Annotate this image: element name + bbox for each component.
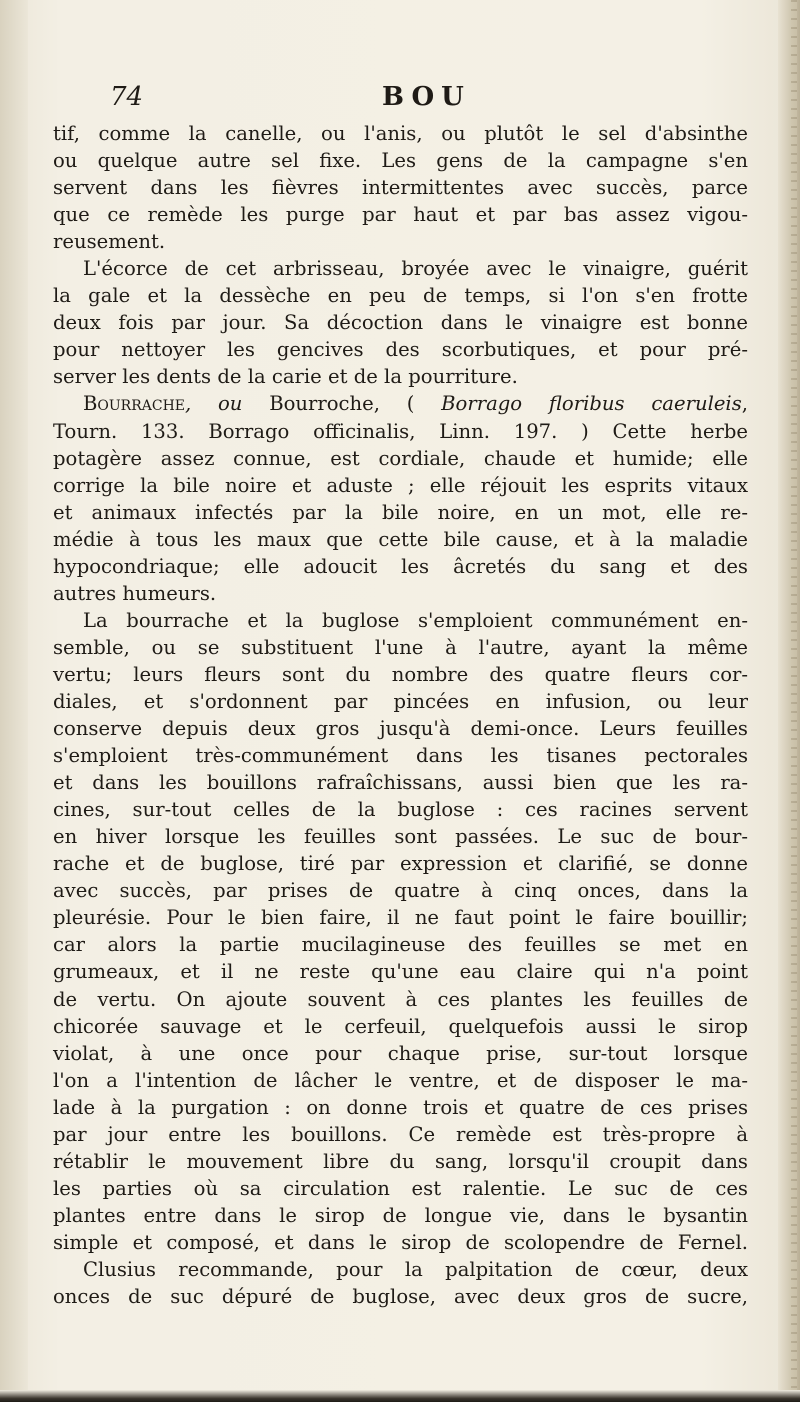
text-line: médie à tous les maux que cette bile cause, et à la maladie bbox=[53, 527, 748, 551]
text-line: par jour entre les bouillons. Ce remède est très-propre à bbox=[53, 1122, 748, 1146]
text-line: que ce remède les purge par haut et par bas assez vigou- bbox=[53, 203, 748, 227]
running-head: BOU bbox=[382, 82, 471, 112]
paragraph-start: L'écorce de cet arbrisseau, broyée avec le vinaigre, guérit bbox=[83, 257, 748, 281]
text-line: plantes entre dans le sirop de longue vie, dans le bysantin bbox=[53, 1203, 748, 1227]
page-bottom-edge bbox=[0, 1390, 800, 1402]
text-line: pleurésie. Pour le bien faire, il ne faut point le faire bouillir; bbox=[53, 906, 748, 930]
text-line: potagère assez connue, est cordiale, chaude et humide; elle bbox=[53, 446, 748, 470]
text-line: lade à la purgation : on donne trois et quatre de ces prises bbox=[53, 1095, 748, 1119]
text-line: violat, à une once pour chaque prise, sur-tout lorsque bbox=[53, 1041, 748, 1065]
page-edge bbox=[778, 0, 800, 1402]
text-line: et animaux infectés par la bile noire, en un mot, elle re- bbox=[53, 500, 748, 524]
paragraph-start: Clusius recommande, pour la palpitation de cœur, deux bbox=[83, 1257, 748, 1281]
text-line: server les dents de la carie et de la pourriture. bbox=[53, 365, 518, 389]
text-line: hypocondriaque; elle adoucit les âcretés du sang et des bbox=[53, 554, 748, 578]
text-line: reusement. bbox=[53, 230, 166, 254]
text-line: pour nettoyer les gencives des scorbutiques, et pour pré- bbox=[53, 338, 748, 362]
text-line: diales, et s'ordonnent par pincées en infusion, ou leur bbox=[53, 689, 748, 713]
text-line: de vertu. On ajoute souvent à ces plantes les feuilles de bbox=[53, 987, 748, 1011]
text-line: autres humeurs. bbox=[53, 581, 217, 605]
text-line: s'emploient très-communément dans les tisanes pectorales bbox=[53, 744, 748, 768]
text-line: chicorée sauvage et le cerfeuil, quelquefois aussi le sirop bbox=[53, 1014, 748, 1038]
text-line: grumeaux, et il ne reste qu'une eau claire qui n'a point bbox=[53, 960, 748, 984]
text-line: conserve depuis deux gros jusqu'à demi-once. Leurs feuilles bbox=[53, 717, 748, 741]
text-line: en hiver lorsque les feuilles sont passées. Le suc de bour- bbox=[53, 825, 748, 849]
text-line: Tourn. 133. Borrago officinalis, Linn. 197. ) Cette herbe bbox=[53, 419, 748, 443]
text-line: rétablir le mouvement libre du sang, lorsqu'il croupit dans bbox=[53, 1149, 748, 1173]
page-number: 74 bbox=[110, 82, 144, 112]
text-line: cines, sur-tout celles de la buglose : ces racines servent bbox=[53, 798, 748, 822]
entry-headword: Bourrache bbox=[83, 392, 186, 416]
text-line: semble, ou se substituent l'une à l'autre, ayant la même bbox=[53, 635, 748, 659]
paragraph-start: La bourrache et la buglose s'emploient communément en- bbox=[83, 608, 748, 632]
body-text bbox=[53, 120, 748, 1310]
text-line: la gale et la dessèche en peu de temps, si l'on s'en frotte bbox=[53, 284, 748, 308]
entry-variant: Bourroche bbox=[269, 392, 374, 416]
text-line: deux fois par jour. Sa décoction dans le vinaigre est bonne bbox=[53, 311, 748, 335]
text-line: corrige la bile noire et aduste ; elle réjouit les esprits vitaux bbox=[53, 473, 748, 497]
latin-name: Borrago floribus caeruleis bbox=[441, 392, 742, 416]
entry-heading-line: Bourrache, ou Bourroche, ( Borrago floribus caeruleis, bbox=[83, 392, 748, 416]
text-line: et dans les bouillons rafraîchissans, aussi bien que les ra- bbox=[53, 771, 748, 795]
text-line: simple et composé, et dans le sirop de scolopendre de Fernel. bbox=[53, 1230, 748, 1254]
page-header bbox=[110, 82, 690, 116]
text-line: les parties où sa circulation est ralentie. Le suc de ces bbox=[53, 1176, 748, 1200]
text-line: onces de suc dépuré de buglose, avec deux gros de sucre, bbox=[53, 1285, 748, 1309]
text-line: tif, comme la canelle, ou l'anis, ou plutôt le sel d'absinthe bbox=[53, 122, 748, 145]
text-line: ou quelque autre sel fixe. Les gens de la campagne s'en bbox=[53, 149, 748, 173]
text-line: vertu; leurs fleurs sont du nombre des quatre fleurs cor- bbox=[53, 662, 748, 686]
page-gutter bbox=[0, 0, 28, 1402]
text-line: avec succès, par prises de quatre à cinq onces, dans la bbox=[53, 879, 748, 903]
text-line: servent dans les fièvres intermittentes avec succès, parce bbox=[53, 176, 748, 200]
text-line: car alors la partie mucilagineuse des feuilles se met en bbox=[53, 933, 748, 957]
text-line: rache et de buglose, tiré par expression et clarifié, se donne bbox=[53, 852, 748, 876]
text-line: l'on a l'intention de lâcher le ventre, et de disposer le ma- bbox=[53, 1068, 748, 1092]
